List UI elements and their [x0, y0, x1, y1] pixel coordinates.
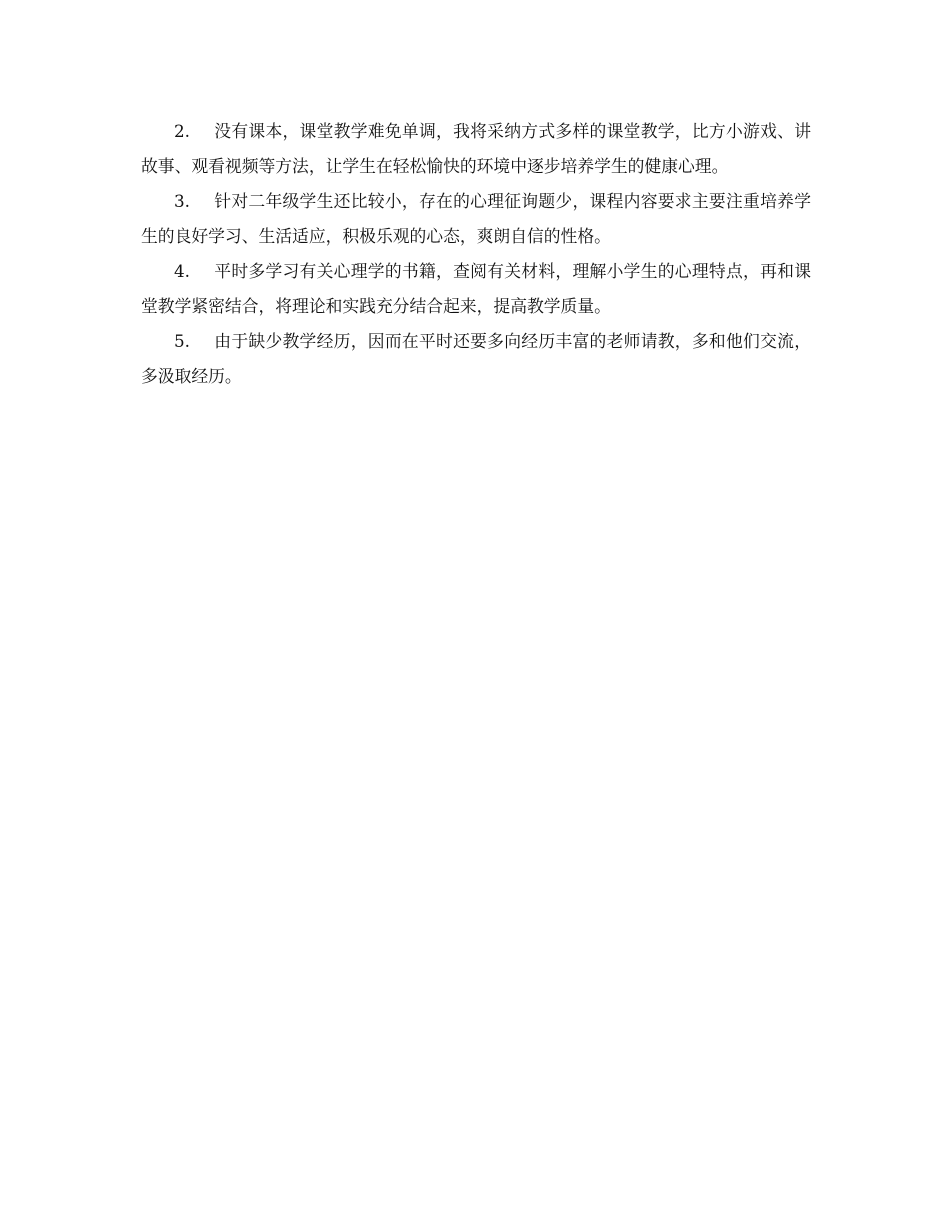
list-item: [141, 114, 811, 184]
list-item: [141, 324, 811, 394]
list-item: [141, 254, 811, 324]
list-item-text: 平时多学习有关心理学的书籍，查阅有关材料，理解小学生的心理特点，再和课堂教学紧密结合，将理论和实践充分结合起来，提高教学质量。: [141, 261, 811, 316]
list-item: [141, 184, 811, 254]
list-item-number: 3.: [174, 191, 191, 211]
list-item-number: 5.: [174, 331, 191, 351]
list-item-text: 没有课本，课堂教学难免单调，我将采纳方式多样的课堂教学，比方小游戏、讲故事、观看视频等方法，让学生在轻松愉快的环境中逐步培养学生的健康心理。: [141, 121, 811, 176]
list-item-text: 由于缺少教学经历，因而在平时还要多向经历丰富的老师请教，多和他们交流，多汲取经历。: [141, 331, 811, 386]
list-item-number: 4.: [174, 261, 191, 281]
list-item-number: 2.: [174, 121, 191, 141]
document-body: [141, 114, 811, 394]
list-item-text: 针对二年级学生还比较小，存在的心理征询题少，课程内容要求主要注重培养学生的良好学习、生活适应，积极乐观的心态，爽朗自信的性格。: [141, 191, 811, 246]
